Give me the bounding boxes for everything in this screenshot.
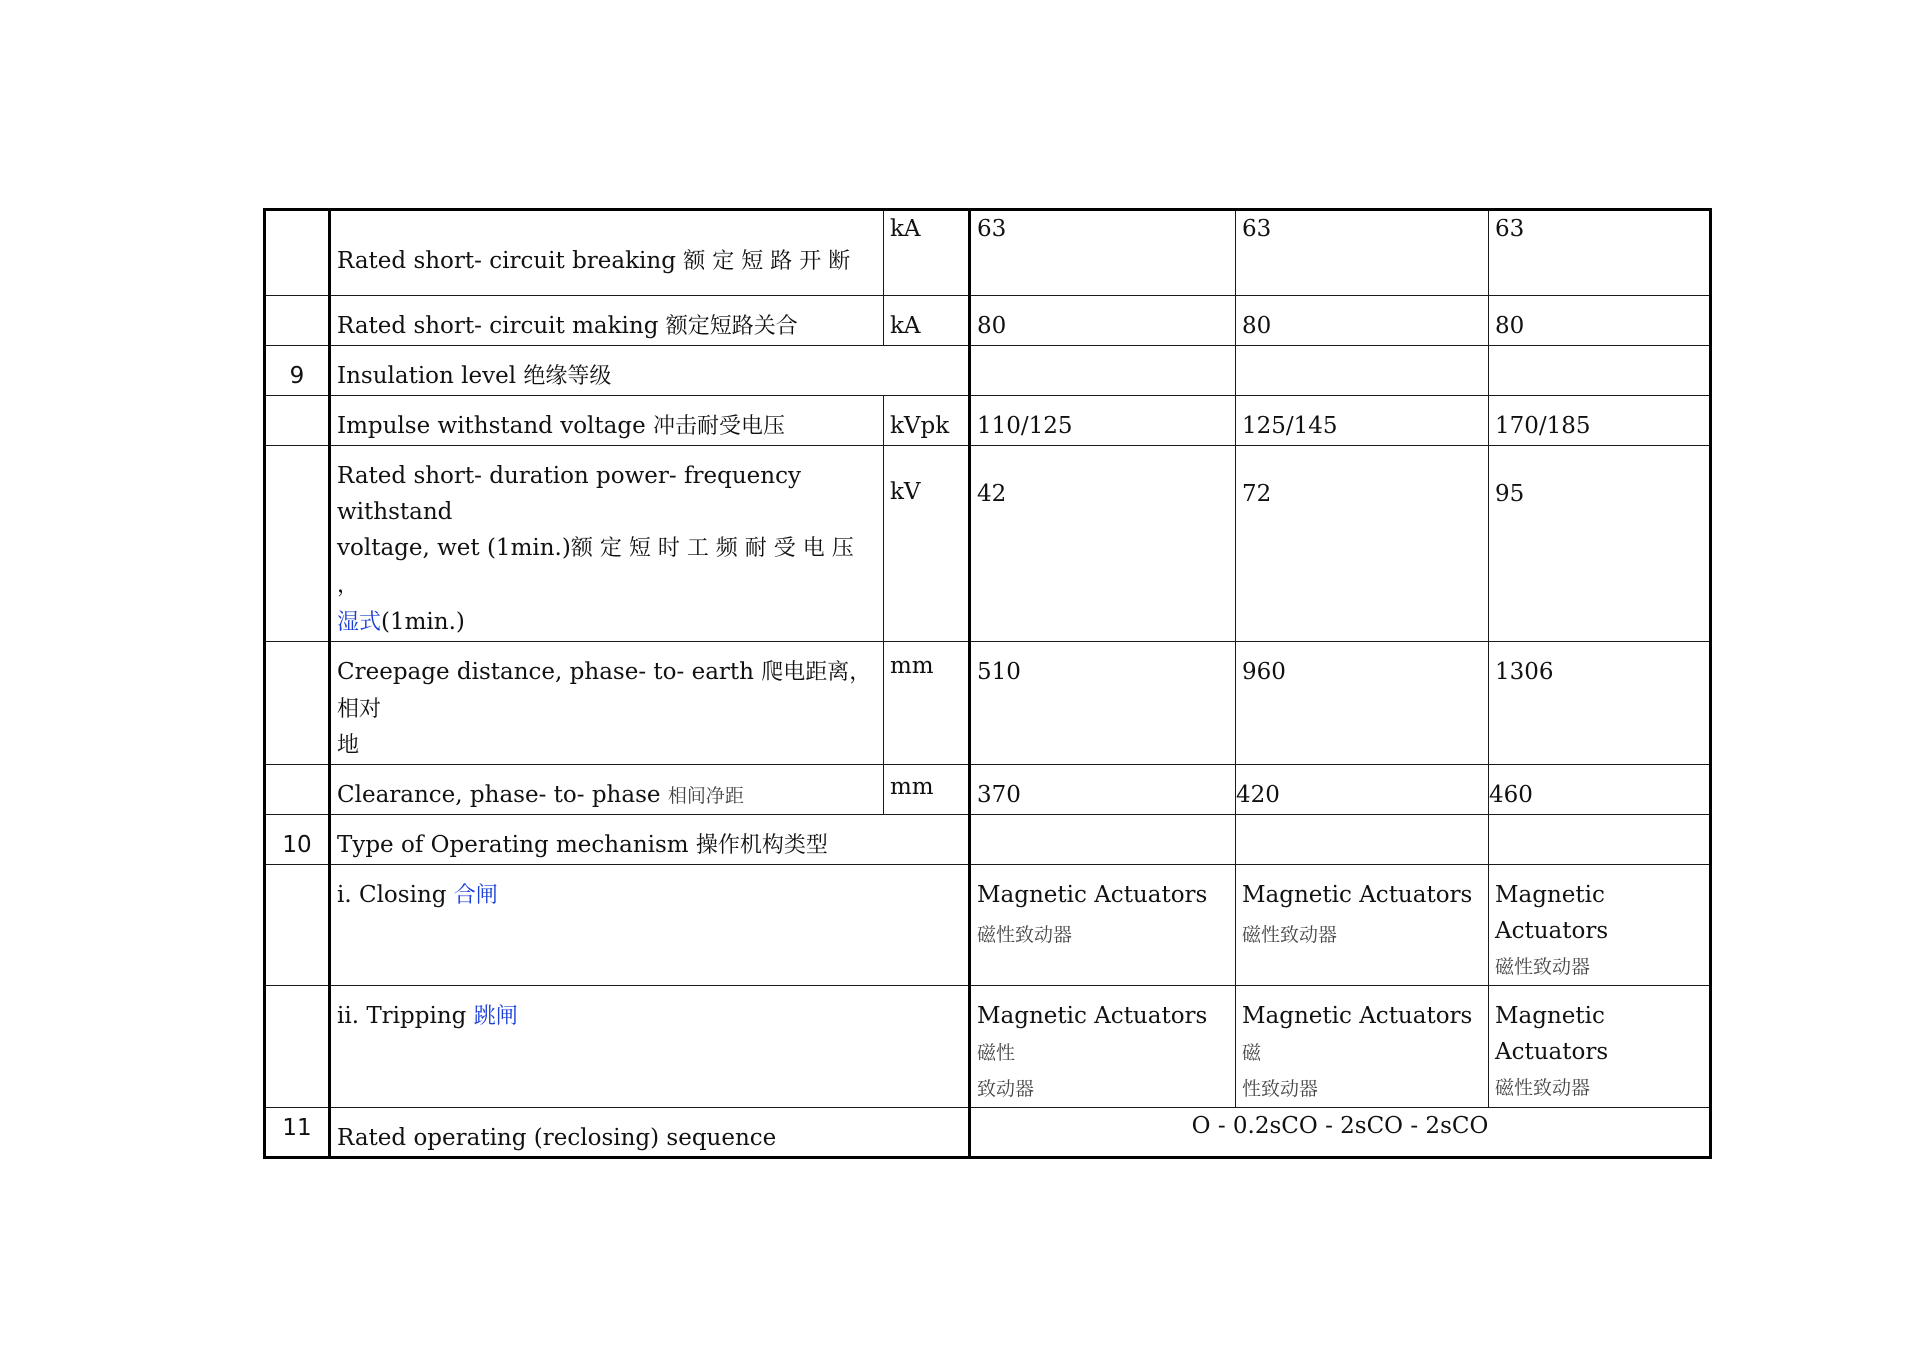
unit-cell: kA [884,296,970,346]
value-cell [1489,346,1711,396]
description-cn: 额 定 短 路 开 断 [683,249,851,274]
description-cn: 合闸 [453,883,498,908]
table-row [265,446,1711,642]
unit-cell: mm [884,765,970,815]
table-row [265,865,1711,986]
value-cell [1236,865,1489,986]
value-cell: 460 [1489,765,1711,815]
description-en: Type of Operating mechanism [337,832,689,858]
item-number-cell: 10 [265,815,330,865]
value-cell [1236,346,1489,396]
value-cell [1236,815,1489,865]
description-en: voltage, wet (1min.) [337,535,571,561]
description-en: Creepage distance, phase- to- earth [337,659,754,685]
value-cn: 磁性致动器 [1242,924,1338,946]
description-en: Insulation level [337,363,517,389]
value-cell [970,815,1236,865]
description-cell [330,765,884,815]
value-cn: 致动器 [977,1078,1035,1100]
value-cn: 磁性 [977,1042,1016,1064]
value-cell: 42 [970,446,1236,642]
table-row [265,765,1711,815]
value-cell [1236,986,1489,1108]
item-number-cell [265,296,330,346]
description-cell [330,986,970,1108]
description-cn: 绝缘等级 [523,364,612,389]
value-cell: 960 [1236,642,1489,765]
value-en: Magnetic Actuators [977,882,1208,908]
value-cn: 磁性致动器 [1495,956,1591,978]
item-number-cell: 9 [265,346,330,396]
value-en: Magnetic Actuators [1242,1003,1473,1029]
description-en: Impulse withstand voltage [337,413,646,439]
table-row [265,986,1711,1108]
description-cn: 额定短路关合 [665,314,798,339]
item-number-cell [265,986,330,1108]
description-cn: 跳闸 [473,1004,518,1029]
description-cn: 爬电距离，相对 [337,660,872,722]
value-cell [970,865,1236,986]
item-number-cell: 11 [265,1108,330,1158]
description-cell [330,396,884,446]
description-cn: 冲击耐受电压 [653,414,786,439]
value-cell: 125/145 [1236,396,1489,446]
description-cell [330,296,884,346]
description-en: (1min.) [381,609,465,635]
description-cell [330,1108,970,1158]
description-en: Rated short- duration power- frequency withstand [337,463,801,525]
unit-cell: kVpk [884,396,970,446]
value-cn: 磁性致动器 [977,924,1073,946]
description-en: Rated short- circuit breaking [337,248,676,274]
table-row [265,642,1711,765]
table-row [265,396,1711,446]
description-cn: 额 定 短 时 工 频 耐 受 电 压 ， [337,536,854,598]
description-en: Rated operating (reclosing) sequence [337,1125,777,1151]
value-cell: 170/185 [1489,396,1711,446]
item-number-cell [265,765,330,815]
table-row [265,346,1711,396]
value-cell [970,986,1236,1108]
unit-cell: mm [884,642,970,765]
value-cell: 80 [1489,296,1711,346]
description-cell [330,642,884,765]
description-cn: 湿式 [337,610,382,635]
item-number-cell [265,210,330,296]
value-cell: 63 [970,210,1236,296]
description-cell [330,346,970,396]
description-cell [330,865,970,986]
value-cell: 510 [970,642,1236,765]
description-en: Clearance, phase- to- phase [337,782,661,808]
value-cn: 磁性致动器 [1495,1077,1591,1099]
value-cell [1489,815,1711,865]
value-cell: 95 [1489,446,1711,642]
description-cn: 地 [337,733,360,758]
value-cell: 110/125 [970,396,1236,446]
value-en: Magnetic Actuators [977,1003,1208,1029]
value-en: Magnetic Actuators [1495,882,1609,944]
value-cell: 80 [1236,296,1489,346]
specification-table [263,208,1712,1159]
value-en: Magnetic Actuators [1242,882,1473,908]
value-cell [1489,986,1711,1108]
value-cell: 72 [1236,446,1489,642]
value-cell: 63 [1489,210,1711,296]
table-row [265,210,1711,296]
item-number-cell [265,446,330,642]
value-cell: 370 [970,765,1236,815]
item-number-cell [265,396,330,446]
value-cell: 420 [1236,765,1489,815]
item-number-cell [265,642,330,765]
description-en: i. Closing [337,882,447,908]
sequence-value-cell: O - 0.2sCO - 2sCO - 2sCO [970,1108,1711,1158]
value-en: Magnetic Actuators [1495,1003,1609,1065]
item-number-cell [265,865,330,986]
value-cell [970,346,1236,396]
unit-cell: kA [884,210,970,296]
table-row [265,296,1711,346]
value-cell: 80 [970,296,1236,346]
description-cell [330,815,970,865]
value-cell: 1306 [1489,642,1711,765]
table-row [265,1108,1711,1158]
value-cn: 磁 [1242,1042,1262,1064]
description-cn: 操作机构类型 [695,833,828,858]
description-cell [330,210,884,296]
description-cn: 相间净距 [667,785,744,807]
table-row [265,815,1711,865]
value-cn: 性致动器 [1242,1078,1319,1100]
description-cell [330,446,884,642]
description-en: Rated short- circuit making [337,313,659,339]
value-cell [1489,865,1711,986]
value-cell: 63 [1236,210,1489,296]
unit-cell: kV [884,446,970,642]
description-en: ii. Tripping [337,1003,467,1029]
